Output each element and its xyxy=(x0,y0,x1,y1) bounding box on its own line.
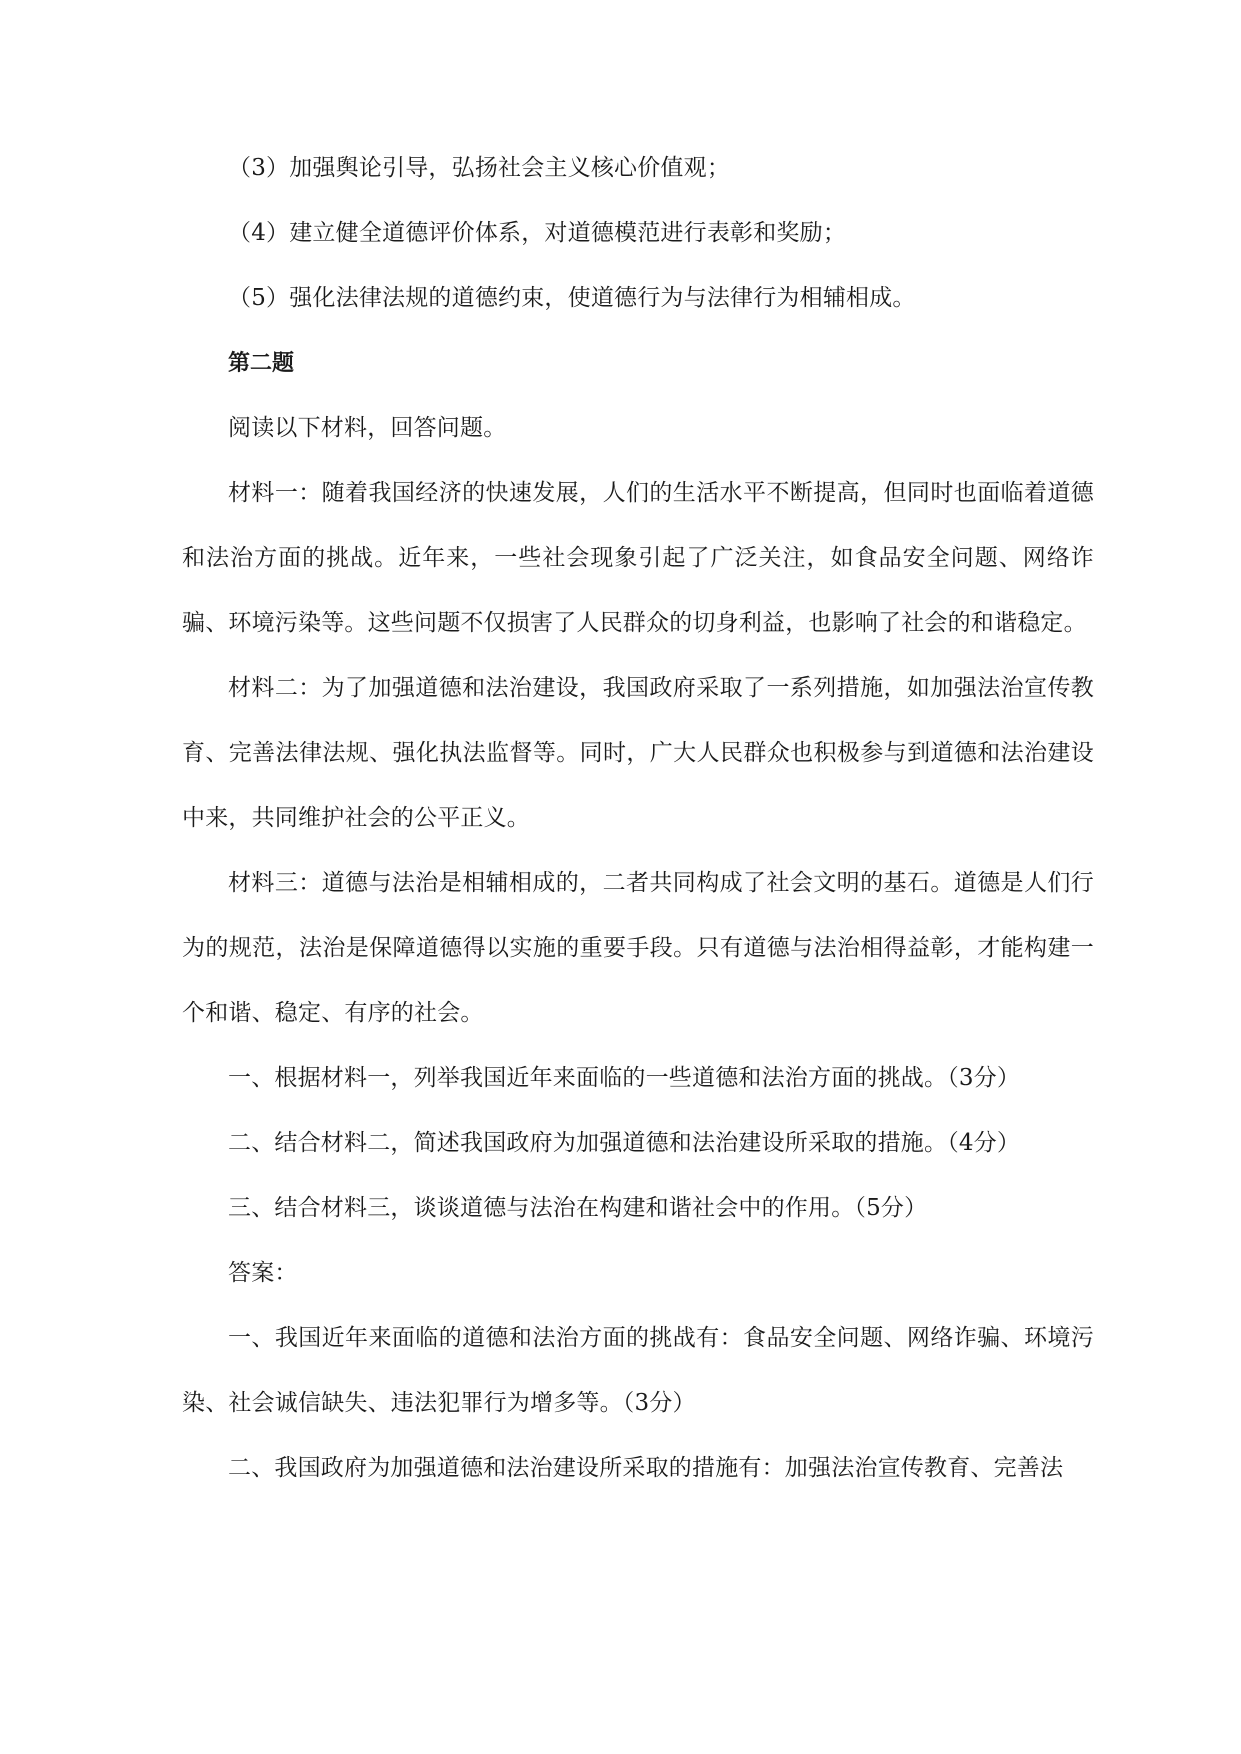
question-three: 三、结合材料三，谈谈道德与法治在构建和谐社会中的作用。（5分） xyxy=(228,1195,928,1221)
intro-paragraph: 阅读以下材料，回答问题。 xyxy=(228,415,507,441)
list-item: （4）建立健全道德评价体系，对道德模范进行表彰和奖励； xyxy=(228,220,847,246)
answer-label: 答案： xyxy=(228,1260,298,1286)
question-one: 一、根据材料一，列举我国近年来面临的一些道德和法治方面的挑战。（3分） xyxy=(228,1065,1021,1091)
material-one-paragraph: 材料一：随着我国经济的快速发展，人们的生活水平不断提高，但同时也面临着道德和法治方面的挑战。近年来，一些社会现象引起了广泛关注，如食品安全问题、网络诈骗、环境污染等。这些问题不仅损害了人民群众的切身利益，也影响了社会的和谐稳定。 xyxy=(182,480,1094,636)
list-item: （3）加强舆论引导，弘扬社会主义核心价值观； xyxy=(228,155,731,181)
section-title: 第二题 xyxy=(228,351,295,376)
material-three-paragraph: 材料三：道德与法治是相辅相成的，二者共同构成了社会文明的基石。道德是人们行为的规范，法治是保障道德得以实施的重要手段。只有道德与法治相得益彰，才能构建一个和谐、稳定、有序的社会。 xyxy=(182,870,1094,1026)
list-item: （5）强化法律法规的道德约束，使道德行为与法律行为相辅相成。 xyxy=(228,285,916,311)
material-two-paragraph: 材料二：为了加强道德和法治建设，我国政府采取了一系列措施，如加强法治宣传教育、完善法律法规、强化执法监督等。同时，广大人民群众也积极参与到道德和法治建设中来，共同维护社会的公平正义。 xyxy=(182,675,1094,831)
question-two: 二、结合材料二，简述我国政府为加强道德和法治建设所采取的措施。（4分） xyxy=(228,1130,1021,1156)
answer-one: 一、我国近年来面临的道德和法治方面的挑战有：食品安全问题、网络诈骗、环境污染、社会诚信缺失、违法犯罪行为增多等。（3分） xyxy=(182,1325,1094,1416)
answer-two: 二、我国政府为加强道德和法治建设所采取的措施有：加强法治宣传教育、完善法 xyxy=(228,1455,1064,1481)
document-body xyxy=(182,136,1094,1501)
